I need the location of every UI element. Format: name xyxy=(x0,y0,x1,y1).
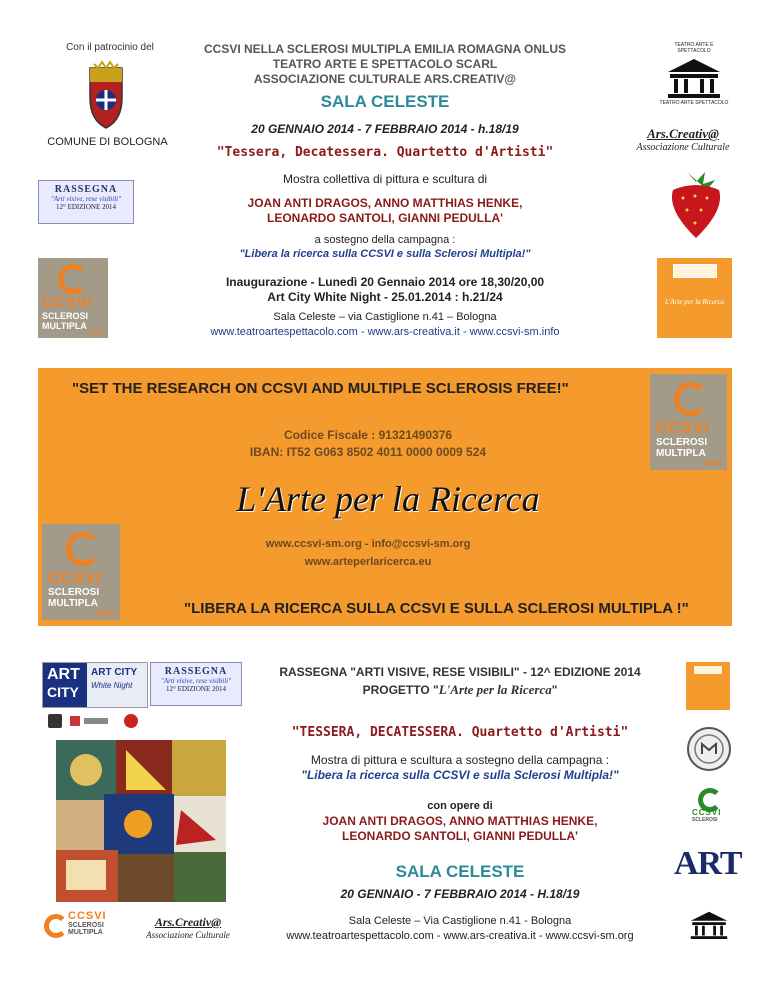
theatre-building-icon xyxy=(688,906,730,944)
ccsvi-logo-top xyxy=(38,258,108,338)
campaign-slogan: "Libera la ricerca sulla CCSVI e sulla Sclerosi Multipla!" xyxy=(239,248,531,260)
org-line-2: TEATRO ARTE E SPETTACOLO SCARL xyxy=(272,57,498,71)
ars-creativa-logo-bottom xyxy=(130,915,246,940)
ars-creativa-logo xyxy=(608,126,758,153)
artcity-city: CITY xyxy=(47,684,79,700)
ccsvi-logo-line1: SCLEROSI xyxy=(68,922,104,929)
ccsvi-ribbon-icon xyxy=(44,914,68,938)
ccsvi-logo-name: CCSVI xyxy=(48,570,102,587)
ccsvi-logo-banner-left xyxy=(42,524,120,620)
ccsvi-logo-bottom xyxy=(42,910,126,938)
theatre-logo-top-text: TEATRO ARTE E SPETTACOLO xyxy=(674,42,714,54)
iban: IBAN: IT52 G063 8502 4011 0000 0009 524 xyxy=(249,445,487,459)
artists-line-1: JOAN ANTI DRAGOS, ANNO MATTHIAS HENKE, xyxy=(247,196,523,210)
banner-site[interactable]: www.arteperlaricerca.eu xyxy=(304,556,432,568)
rassegna-title: RASSEGNA xyxy=(164,666,228,677)
ccsvi-logo-line2: MULTIPLA xyxy=(68,929,103,936)
exhibition-subtitle: Mostra collettiva di pittura e scultura di xyxy=(282,172,488,186)
ccsvi-logo-banner-right xyxy=(650,374,727,470)
banner-script-title: L'Arte per la Ricerca xyxy=(236,479,540,519)
exhibition-title: "Tessera, Decatessera. Quartetto d'Artisti" xyxy=(216,145,554,160)
inauguration-info: Inaugurazione - Lunedì 20 Gennaio 2014 ore 18,30/20,00 xyxy=(225,275,545,289)
bologna-crest-icon xyxy=(82,60,130,132)
ccsvi-logo-onlus: onlus xyxy=(88,330,104,336)
progetto-end: " xyxy=(551,683,558,697)
event-dates: 20 GENNAIO 2014 - 7 FEBBRAIO 2014 - h.18/19 xyxy=(251,122,519,136)
art-journal-logo: ART xyxy=(674,845,742,882)
progetto-line xyxy=(250,682,670,698)
rassegna-logo-bottom xyxy=(150,662,242,706)
ccsvi-logo-name: CCSVI xyxy=(68,910,107,922)
bottom-address: Sala Celeste – Via Castiglione n.41 - Bologna xyxy=(348,915,572,927)
round-seal-icon xyxy=(686,726,732,772)
theatre-logo xyxy=(658,42,730,106)
banner-headline-en: "SET THE RESEARCH ON CCSVI AND MULTIPLE SCLEROSIS FREE!" xyxy=(72,380,569,397)
ccsvi-logo-line1: SCLEROSI xyxy=(42,311,89,321)
bottom-exhibition-title: "TESSERA, DECATESSERA. Quartetto d'Artisti" xyxy=(291,725,629,740)
artcity-white-night: White Night xyxy=(91,681,133,690)
artwork-collage xyxy=(56,740,226,902)
comune-label: COMUNE DI BOLOGNA xyxy=(47,136,168,148)
bottom-artists-line-2: LEONARDO SANTOLI, GIANNI PEDULLA' xyxy=(342,829,578,843)
ccsvi-logo-onlus: onlus xyxy=(96,610,115,617)
theatre-logo-bottom-text: TEATRO ARTE SPETTACOLO xyxy=(659,100,729,106)
bottom-dates: 20 GENNAIO - 7 FEBBRAIO 2014 - H.18/19 xyxy=(340,887,580,901)
rassegna-edition: 12° EDIZIONE 2014 xyxy=(56,203,116,211)
ccsvi-ribbon-icon xyxy=(66,532,100,566)
ccsvi-logo-line2: MULTIPLA xyxy=(42,321,87,331)
bottom-websites-link[interactable]: www.teatroartespettacolo.com - www.ars-creativa.it - www.ccsvi-sm.org xyxy=(286,930,634,942)
rassegna-edition: 12° EDIZIONE 2014 xyxy=(166,685,226,693)
ccsvi-logo-onlus: onlus xyxy=(704,460,723,467)
bottom-subtitle: Mostra di pittura e scultura a sostegno della campagna : xyxy=(310,753,610,767)
address: Sala Celeste – via Castiglione n.41 – Bologna xyxy=(273,311,497,323)
donation-banner xyxy=(38,368,732,626)
rassegna-subtitle: "Arti visive, rese visibili" xyxy=(160,677,232,685)
ars-creativa-name: Ars.Creativ@ xyxy=(154,915,222,929)
fiscal-code: Codice Fiscale : 91321490376 xyxy=(283,428,453,442)
white-night-info: Art City White Night - 25.01.2014 : h.21/24 xyxy=(267,290,503,304)
ars-creativa-sub: Associazione Culturale xyxy=(636,142,730,153)
bottom-campaign: "Libera la ricerca sulla CCSVI e sulla Sclerosi Multipla!" xyxy=(301,768,619,782)
works-by-label: con opere di xyxy=(427,800,493,812)
bottom-venue-title: SALA CELESTE xyxy=(395,862,525,881)
rassegna-logo xyxy=(38,180,134,224)
venue-title: SALA CELESTE xyxy=(320,92,450,111)
websites-link[interactable]: www.teatroartespettacolo.com - www.ars-creativa.it - www.ccsvi-sm.info xyxy=(210,326,560,338)
ccsvi-logo-line1: SCLEROSI xyxy=(48,587,100,598)
artcity-art: ART xyxy=(47,666,80,683)
support-label: a sostegno della campagna : xyxy=(314,234,456,246)
ccsvi-logo-line1: SCLEROSI xyxy=(692,817,718,823)
strawberry-icon xyxy=(667,168,725,240)
ccsvi-logo-name: CCSVI xyxy=(656,420,710,437)
ccsvi-logo-bottom-right xyxy=(688,786,728,830)
arte-small-logo-text: L'Arte per la Ricerca xyxy=(665,298,724,306)
ccsvi-logo-name: CCSVI xyxy=(692,808,722,817)
artcity-label: ART CITY xyxy=(91,667,138,678)
ars-creativa-name: Ars.Creativ@ xyxy=(647,126,719,141)
ars-creativa-sub: Associazione Culturale xyxy=(146,930,230,940)
bottom-artists-line-1: JOAN ANTI DRAGOS, ANNO MATTHIAS HENKE, xyxy=(322,814,598,828)
progetto-script: L'Arte per la Ricerca xyxy=(438,682,552,697)
rassegna-subtitle: "Arti visive, rese visibili" xyxy=(50,195,122,203)
ccsvi-logo-line1: SCLEROSI xyxy=(656,437,708,448)
arte-ricerca-small-logo xyxy=(657,258,732,338)
ccsvi-logo-line2: MULTIPLA xyxy=(656,448,706,459)
ccsvi-logo-line2: MULTIPLA xyxy=(48,598,98,609)
artists-line-2: LEONARDO SANTOLI, GIANNI PEDULLA' xyxy=(267,211,503,225)
banner-headline-it: "LIBERA LA RICERCA SULLA CCSVI E SULLA SCLEROSI MULTIPLA !" xyxy=(184,600,689,617)
sponsor-logos-row xyxy=(44,712,152,730)
progetto-label: PROGETTO " xyxy=(362,683,439,697)
arte-ricerca-small-logo-bottom xyxy=(686,662,730,710)
ccsvi-logo-name: CCSVI xyxy=(42,294,93,311)
org-line-1: CCSVI NELLA SCLEROSI MULTIPLA EMILIA ROMAGNA ONLUS xyxy=(204,42,566,56)
ccsvi-ribbon-icon xyxy=(58,264,88,294)
artcity-logo xyxy=(42,662,148,708)
rassegna-line: RASSEGNA "ARTI VISIVE, RESE VISIBILI" - 12^ EDIZIONE 2014 xyxy=(279,665,641,679)
ccsvi-ribbon-icon xyxy=(674,382,708,416)
org-line-3: ASSOCIAZIONE CULTURALE ARS.CREATIV@ xyxy=(253,72,517,86)
banner-contacts[interactable]: www.ccsvi-sm.org - info@ccsvi-sm.org xyxy=(265,538,471,550)
rassegna-title: RASSEGNA xyxy=(54,184,118,195)
patronage-label: Con il patrocinio del xyxy=(66,42,154,53)
theatre-building-icon xyxy=(664,56,724,100)
